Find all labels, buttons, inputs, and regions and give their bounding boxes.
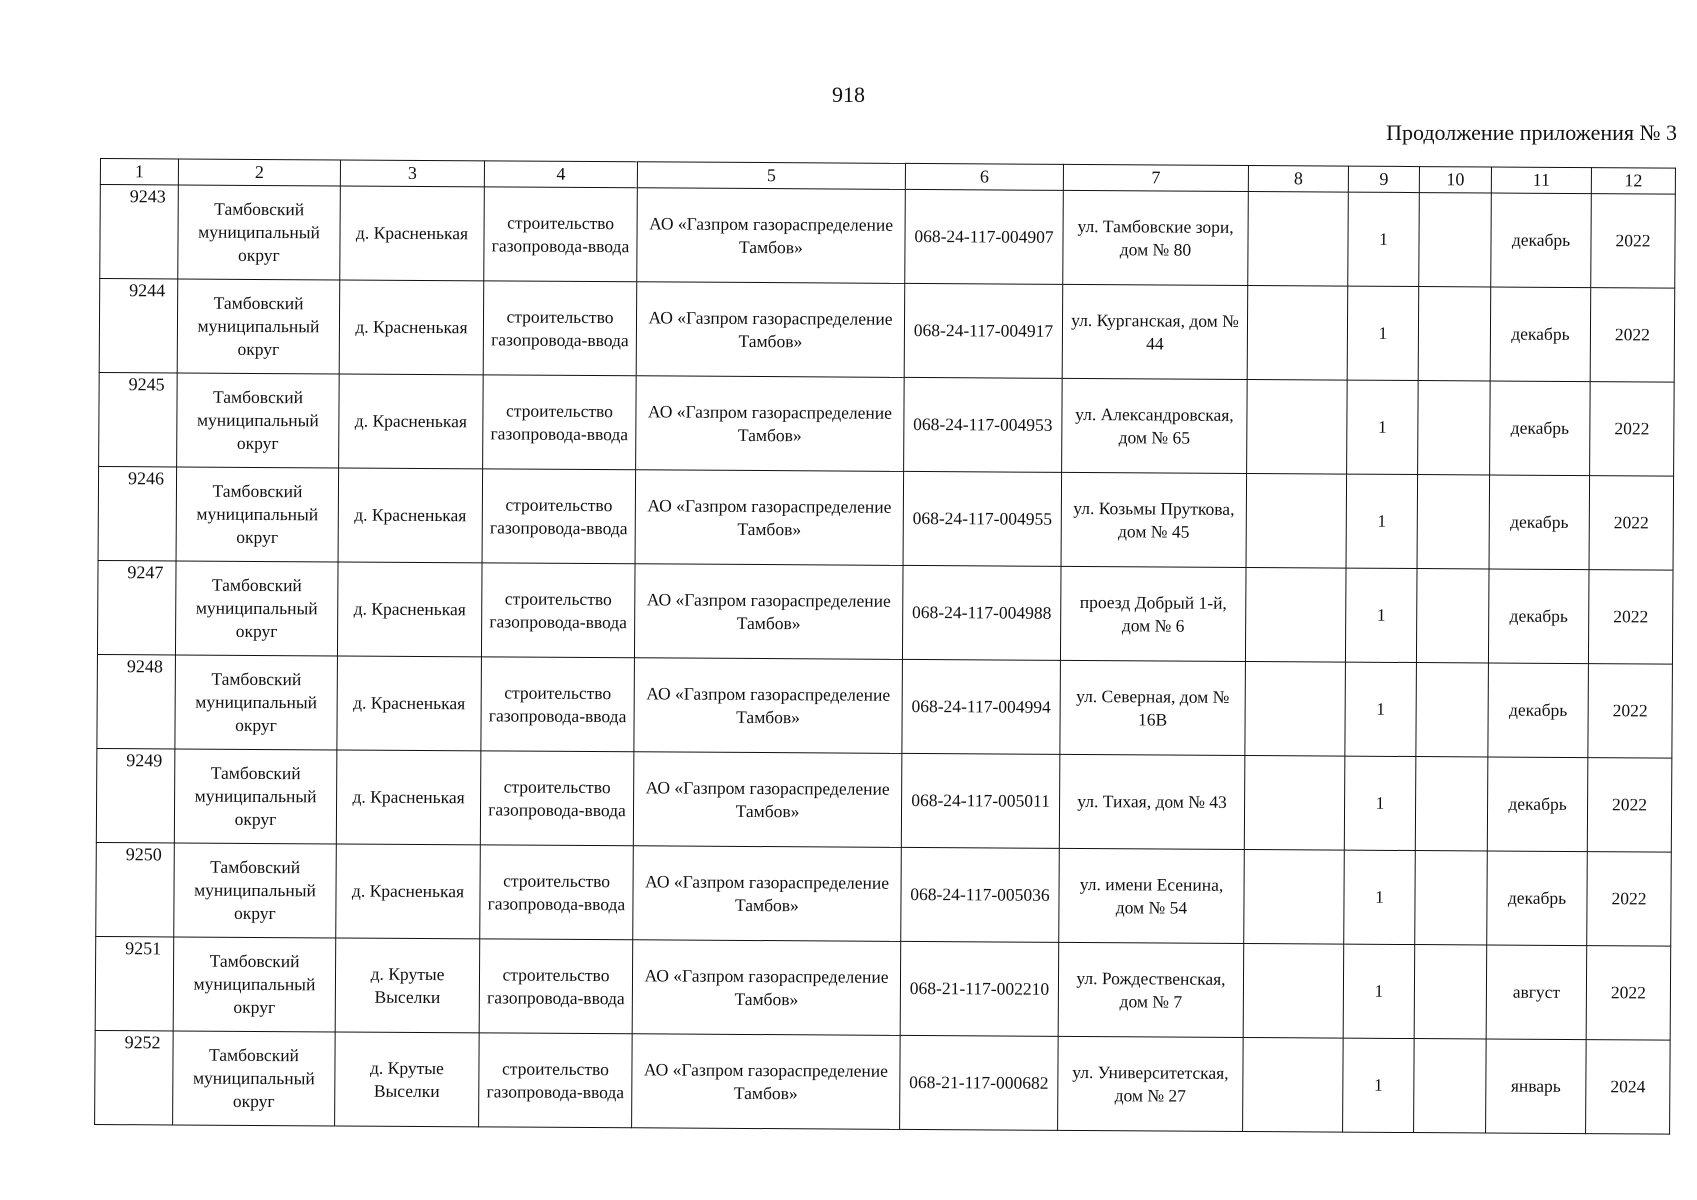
locality-cell: д. Красненькая	[339, 374, 484, 469]
object-code-cell: 068-24-117-004994	[902, 659, 1061, 754]
district-cell: Тамбовский муниципальный округ	[175, 655, 338, 750]
organization-cell: АО «Газпром газораспределение Тамбов»	[636, 376, 905, 472]
table-row	[96, 842, 1672, 946]
row-number-cell: 9250	[96, 842, 175, 936]
organization-cell: АО «Газпром газораспределение Тамбов»	[636, 282, 905, 378]
column-header: 3	[340, 160, 484, 187]
column-header: 4	[484, 161, 637, 188]
district-cell: Тамбовский муниципальный округ	[175, 561, 338, 656]
work-type-cell: строительство газопровода-ввода	[480, 751, 634, 846]
object-code-cell: 068-24-117-005036	[901, 847, 1060, 942]
work-type-cell: строительство газопровода-ввода	[479, 939, 633, 1034]
empty-cell	[1417, 475, 1490, 569]
row-number-cell: 9243	[100, 185, 179, 279]
district-cell: Тамбовский муниципальный округ	[173, 937, 336, 1032]
quantity-cell: 1	[1344, 850, 1416, 944]
table-row	[99, 279, 1675, 383]
quantity-cell: 1	[1347, 380, 1419, 474]
quantity-cell: 1	[1344, 756, 1416, 850]
work-type-cell: строительство газопровода-ввода	[482, 469, 636, 564]
address-cell: ул. Курганская, дом № 44	[1062, 284, 1248, 379]
locality-cell: д. Красненькая	[340, 186, 485, 281]
organization-cell: АО «Газпром газораспределение Тамбов»	[633, 752, 902, 848]
table-body	[95, 185, 1676, 1135]
object-code-cell: 068-24-117-004917	[904, 283, 1063, 378]
quantity-cell: 1	[1345, 662, 1417, 756]
organization-cell: АО «Газпром газораспределение Тамбов»	[632, 1034, 901, 1130]
row-number-cell: 9246	[98, 466, 177, 560]
work-type-cell: строительство газопровода-ввода	[484, 187, 638, 282]
address-cell: ул. Козьмы Пруткова, дом № 45	[1061, 472, 1247, 567]
column-header: 8	[1248, 166, 1348, 193]
appendix-continuation-note: Продолжение приложения № 3	[1386, 120, 1677, 145]
empty-cell	[1247, 286, 1348, 381]
work-type-cell: строительство газопровода-ввода	[481, 563, 635, 658]
empty-cell	[1414, 1039, 1487, 1133]
work-type-cell: строительство газопровода-ввода	[479, 1033, 633, 1128]
row-number-cell: 9245	[99, 372, 178, 466]
work-type-cell: строительство газопровода-ввода	[483, 281, 637, 376]
empty-cell	[1416, 569, 1489, 663]
row-number-cell: 9251	[95, 936, 174, 1030]
year-cell: 2022	[1589, 476, 1674, 571]
work-type-cell: строительство газопровода-ввода	[483, 375, 637, 470]
empty-cell	[1245, 568, 1346, 663]
address-cell: ул. Рождественская, дом № 7	[1058, 942, 1244, 1037]
locality-cell: д. Крутые Выселки	[335, 938, 480, 1033]
address-cell: ул. имени Есенина, дом № 54	[1059, 848, 1245, 943]
quantity-cell: 1	[1345, 568, 1417, 662]
year-cell: 2022	[1586, 946, 1671, 1041]
address-cell: ул. Северная, дом № 16В	[1060, 660, 1246, 755]
month-cell: декабрь	[1489, 475, 1590, 570]
empty-cell	[1414, 945, 1487, 1039]
address-cell: ул. Университетская, дом № 27	[1058, 1036, 1244, 1131]
year-cell: 2022	[1588, 570, 1673, 665]
year-cell: 2024	[1586, 1040, 1671, 1135]
column-header: 12	[1591, 168, 1675, 195]
year-cell: 2022	[1588, 664, 1673, 759]
row-number-cell: 9247	[97, 560, 176, 654]
work-type-cell: строительство газопровода-ввода	[480, 845, 634, 940]
object-code-cell: 068-24-117-004907	[905, 189, 1064, 284]
column-header: 7	[1063, 164, 1248, 191]
empty-cell	[1246, 474, 1347, 569]
object-code-cell: 068-24-117-004955	[903, 471, 1062, 566]
month-cell: август	[1486, 945, 1587, 1040]
locality-cell: д. Красненькая	[337, 562, 482, 657]
empty-cell	[1415, 757, 1488, 851]
month-cell: декабрь	[1488, 663, 1589, 758]
organization-cell: АО «Газпром газораспределение Тамбов»	[637, 188, 906, 284]
locality-cell: д. Красненькая	[339, 280, 484, 375]
organization-cell: АО «Газпром газораспределение Тамбов»	[634, 564, 903, 660]
row-number-cell: 9249	[96, 748, 175, 842]
quantity-cell: 1	[1346, 474, 1418, 568]
column-header: 1	[100, 159, 178, 185]
locality-cell: д. Красненькая	[336, 750, 481, 845]
empty-cell	[1419, 193, 1492, 287]
district-cell: Тамбовский муниципальный округ	[173, 1031, 336, 1126]
object-code-cell: 068-21-117-000682	[900, 1035, 1059, 1130]
district-cell: Тамбовский муниципальный округ	[177, 279, 340, 374]
quantity-cell: 1	[1343, 1038, 1415, 1132]
locality-cell: д. Крутые Выселки	[335, 1032, 480, 1127]
column-header: 9	[1348, 166, 1419, 192]
empty-cell	[1244, 756, 1345, 851]
organization-cell: АО «Газпром газораспределение Тамбов»	[634, 658, 903, 754]
empty-cell	[1415, 851, 1488, 945]
district-cell: Тамбовский муниципальный округ	[174, 749, 337, 844]
quantity-cell: 1	[1347, 286, 1419, 380]
month-cell: декабрь	[1490, 287, 1591, 382]
month-cell: декабрь	[1487, 757, 1588, 852]
empty-cell	[1416, 663, 1489, 757]
locality-cell: д. Красненькая	[336, 844, 481, 939]
district-cell: Тамбовский муниципальный округ	[178, 185, 341, 280]
locality-cell: д. Красненькая	[337, 656, 482, 751]
empty-cell	[1247, 380, 1348, 475]
table-row	[97, 654, 1673, 758]
table-row	[97, 560, 1673, 664]
month-cell: декабрь	[1491, 193, 1592, 288]
month-cell: декабрь	[1487, 851, 1588, 946]
table-row	[100, 185, 1676, 289]
organization-cell: АО «Газпром газораспределение Тамбов»	[635, 470, 904, 566]
district-cell: Тамбовский муниципальный округ	[177, 373, 340, 468]
address-cell: проезд Добрый 1-й, дом № 6	[1060, 566, 1246, 661]
empty-cell	[1248, 192, 1349, 287]
district-cell: Тамбовский муниципальный округ	[174, 843, 337, 938]
column-header: 5	[637, 162, 905, 190]
table-row	[98, 466, 1674, 570]
object-code-cell: 068-24-117-005011	[901, 753, 1060, 848]
year-cell: 2022	[1587, 758, 1672, 853]
column-header: 10	[1419, 167, 1491, 193]
row-number-cell: 9244	[99, 279, 178, 373]
row-number-cell: 9248	[97, 654, 176, 748]
column-header: 2	[178, 159, 340, 186]
object-code-cell: 068-21-117-002210	[900, 941, 1059, 1036]
empty-cell	[1243, 944, 1344, 1039]
address-cell: ул. Тихая, дом № 43	[1059, 754, 1245, 849]
district-cell: Тамбовский муниципальный округ	[176, 467, 339, 562]
quantity-cell: 1	[1348, 192, 1420, 286]
empty-cell	[1418, 381, 1491, 475]
table-row	[99, 372, 1675, 476]
table-row	[95, 1030, 1671, 1134]
column-header: 6	[905, 163, 1063, 190]
row-number-cell: 9252	[95, 1030, 174, 1124]
empty-cell	[1244, 850, 1345, 945]
organization-cell: АО «Газпром газораспределение Тамбов»	[633, 846, 902, 942]
year-cell: 2022	[1590, 382, 1675, 477]
work-type-cell: строительство газопровода-ввода	[481, 657, 635, 752]
address-cell: ул. Тамбовские зори, дом № 80	[1063, 190, 1249, 285]
locality-cell: д. Красненькая	[338, 468, 483, 563]
empty-cell	[1245, 662, 1346, 757]
year-cell: 2022	[1590, 288, 1675, 383]
organization-cell: АО «Газпром газораспределение Тамбов»	[632, 940, 901, 1036]
appendix-table	[94, 158, 1676, 1135]
page-number: 918	[832, 82, 865, 107]
address-cell: ул. Александровская, дом № 65	[1062, 378, 1248, 473]
month-cell: декабрь	[1490, 381, 1591, 476]
column-header: 11	[1491, 167, 1591, 194]
empty-cell	[1418, 287, 1491, 381]
table-row	[95, 936, 1671, 1040]
year-cell: 2022	[1591, 194, 1676, 289]
object-code-cell: 068-24-117-004953	[904, 377, 1063, 472]
quantity-cell: 1	[1343, 944, 1415, 1038]
month-cell: декабрь	[1488, 569, 1589, 664]
empty-cell	[1243, 1037, 1344, 1132]
table-row	[96, 748, 1672, 852]
month-cell: январь	[1486, 1039, 1587, 1134]
year-cell: 2022	[1587, 852, 1672, 947]
object-code-cell: 068-24-117-004988	[902, 565, 1061, 660]
